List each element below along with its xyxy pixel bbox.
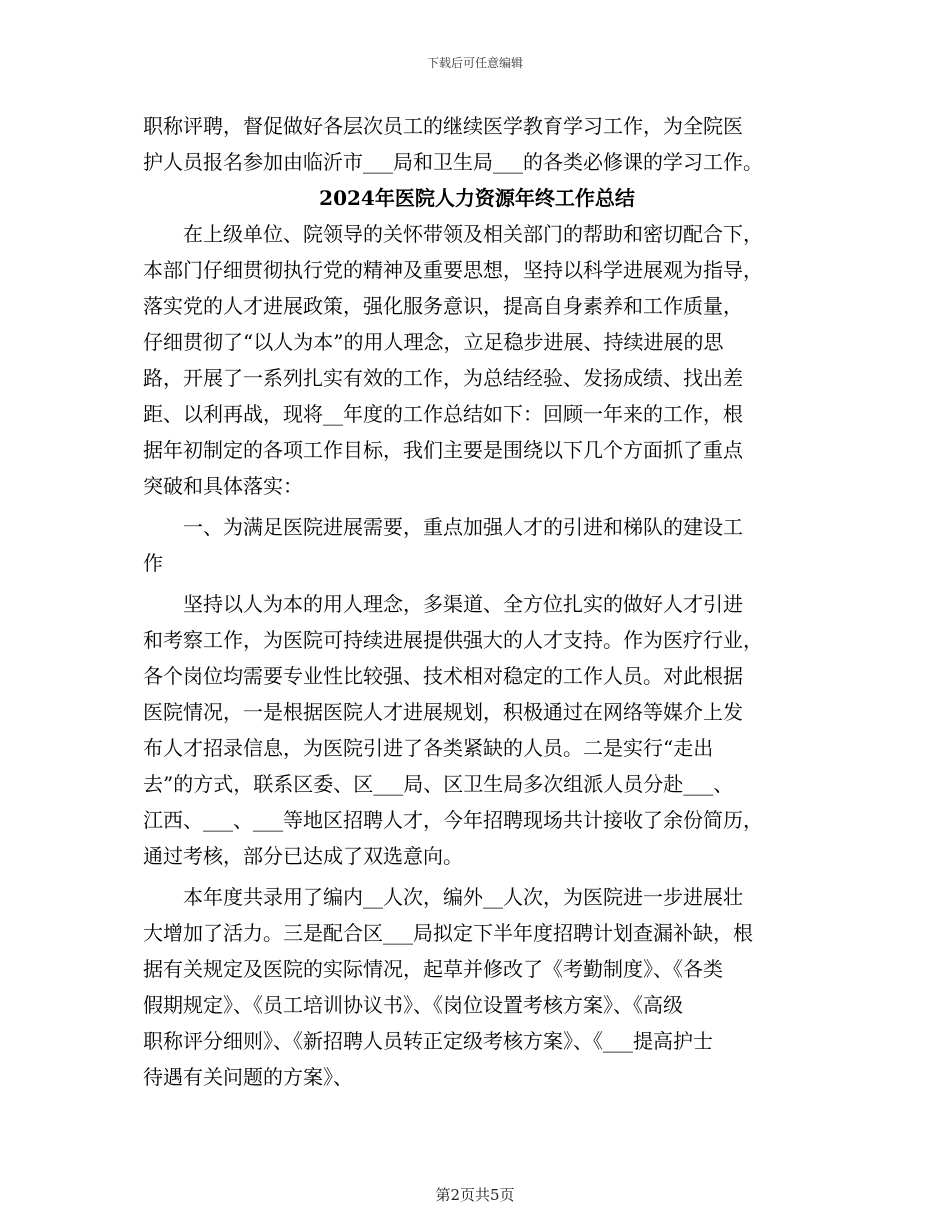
lead-line: 职称评聘，督促做好各层次员工的继续医学教育学习工作，为全院医: [143, 114, 743, 138]
paragraph-line: 距、以利再战，现将__年度的工作总结如下：回顾一年来的工作，根: [143, 402, 743, 426]
heading-line: 作: [143, 551, 163, 575]
paragraph-line: 本年度共录用了编内__人次，编外__人次，为医院进一步进展壮: [183, 885, 743, 909]
paragraph-line: 突破和具体落实：: [143, 474, 303, 498]
paragraph-line: 江西、___、___等地区招聘人才，今年招聘现场共计接收了余份简历，: [143, 808, 763, 832]
paragraph-line: 路，开展了一系列扎实有效的工作，为总结经验、发扬成绩、找出差: [143, 366, 743, 390]
paragraph-line: 仔细贯彻了“以人为本”的用人理念，立足稳步进展、持续进展的思: [143, 330, 724, 354]
paragraph-line: 假期规定》、《员工培训协议书》、《岗位设置考核方案》、《高级: [143, 993, 683, 1017]
paragraph-recruitment: [143, 586, 811, 874]
paragraph-line: 去”的方式，联系区委、区___局、区卫生局多次组派人员分赴___、: [143, 772, 734, 796]
paragraph-line: 待遇有关问题的方案》、: [143, 1065, 353, 1089]
heading-line: 一、为满足医院进展需要，重点加强人才的引进和梯队的建设工: [183, 515, 743, 539]
paragraph-line: 落实党的人才进展政策，强化服务意识，提高自身素养和工作质量，: [143, 294, 743, 318]
paragraph-line: 坚持以人为本的用人理念，多渠道、全方位扎实的做好人才引进: [183, 592, 743, 616]
document-body: [143, 108, 811, 1095]
paragraph-intro: [143, 216, 811, 504]
paragraph-line: 职称评分细则》、《新招聘人员转正定级考核方案》、《___提高护士: [143, 1029, 713, 1053]
page-footer: 第2页共5页: [435, 1186, 515, 1204]
paragraph-line: 各个岗位均需要专业性比较强、技术相对稳定的工作人员。对此根据: [143, 664, 743, 688]
paragraph-line: 本部门仔细贯彻执行党的精神及重要思想，坚持以科学进展观为指导，: [143, 258, 763, 282]
paragraph-line: 和考察工作，为医院可持续进展提供强大的人才支持。作为医疗行业，: [143, 628, 763, 652]
section-heading-1: [143, 509, 811, 581]
paragraph-line: 据有关规定及医院的实际情况，起草并修改了《考勤制度》、《各类: [143, 957, 723, 981]
paragraph-line: 在上级单位、院领导的关怀带领及相关部门的帮助和密切配合下，: [183, 222, 763, 246]
paragraph-line: 医院情况，一是根据医院人才进展规划，积极通过在网络等媒介上发: [143, 700, 743, 724]
paragraph-hiring: [143, 879, 811, 1095]
page-header: 下载后可任意编辑: [426, 56, 523, 70]
paragraph-line: 大增加了活力。三是配合区___局拟定下半年度招聘计划查漏补缺，根: [143, 921, 753, 945]
paragraph-line: 通过考核，部分已达成了双选意向。: [143, 844, 463, 868]
lead-line: 护人员报名参加由临沂市___局和卫生局___的各类必修课的学习工作。: [143, 150, 763, 174]
paragraph-line: 布人才招录信息，为医院引进了各类紧缺的人员。二是实行“走出: [143, 736, 714, 760]
document-title: 2024年医院人力资源年终工作总结: [319, 186, 635, 210]
paragraph-line: 据年初制定的各项工作目标，我们主要是围绕以下几个方面抓了重点: [143, 438, 743, 462]
